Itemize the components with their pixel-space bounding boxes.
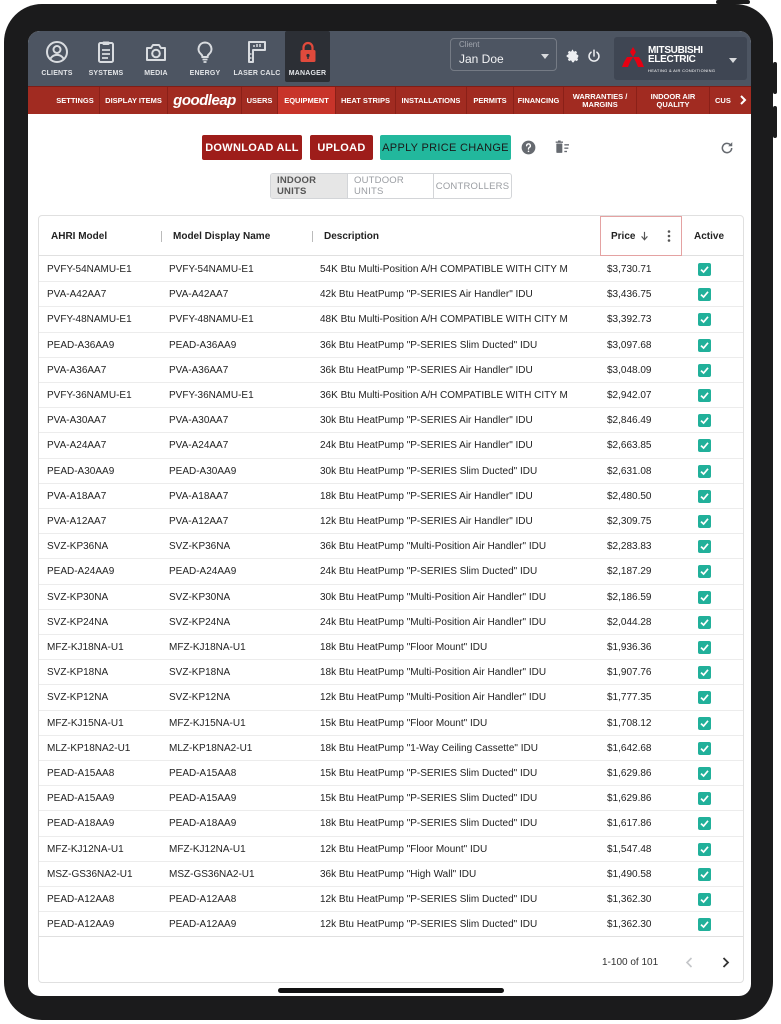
cell-model-display-name: SVZ-KP18NA — [169, 667, 231, 679]
cell-description: 18k Btu HeatPump "P-SERIES Slim Ducted" IDU — [320, 818, 538, 830]
tab-heat-strips[interactable]: HEAT STRIPS — [336, 87, 396, 114]
cell-price: $2,631.08 — [607, 465, 652, 477]
cell-price: $1,547.48 — [607, 843, 652, 855]
nav-clients[interactable] — [34, 31, 80, 82]
cell-ahri-model: MLZ-KP18NA2-U1 — [47, 742, 131, 754]
table-row[interactable] — [39, 585, 744, 610]
table-row[interactable] — [39, 307, 744, 332]
cell-model-display-name: SVZ-KP12NA — [169, 692, 231, 704]
table-row[interactable] — [39, 484, 744, 509]
table-row[interactable] — [39, 837, 744, 862]
active-checkbox[interactable] — [698, 918, 711, 931]
check-icon — [700, 643, 709, 652]
brand-subtitle: HEATING & AIR CONDITIONING — [648, 68, 716, 73]
cell-ahri-model: PVA-A18AA7 — [47, 490, 107, 502]
cell-ahri-model: PEAD-A12AA8 — [47, 894, 115, 905]
table-row[interactable] — [39, 736, 744, 761]
cell-description: 15k Btu HeatPump "P-SERIES Slim Ducted" IDU — [320, 793, 538, 805]
apply-price-change-button[interactable]: APPLY PRICE CHANGE — [380, 135, 511, 160]
table-row[interactable] — [39, 786, 744, 811]
cell-model-display-name: SVZ-KP30NA — [169, 591, 231, 603]
check-icon — [700, 719, 709, 728]
cell-description: 12k Btu HeatPump "P-SERIES Slim Ducted" IDU — [320, 894, 538, 905]
side-button-volume-down — [773, 106, 777, 138]
cell-price: $2,663.85 — [607, 440, 652, 452]
table-header — [39, 216, 744, 256]
active-checkbox[interactable] — [698, 465, 711, 478]
cell-ahri-model: PVA-A30AA7 — [47, 415, 107, 427]
cell-model-display-name: MFZ-KJ15NA-U1 — [169, 717, 246, 729]
table-row[interactable] — [39, 610, 744, 635]
check-icon — [700, 290, 709, 299]
cell-ahri-model: PVFY-36NAMU-E1 — [47, 390, 132, 401]
cell-description: 54K Btu Multi-Position A/H COMPATIBLE WITH CITY M — [320, 264, 568, 275]
tab-equipment[interactable]: EQUIPMENT — [278, 87, 336, 114]
active-checkbox[interactable] — [698, 666, 711, 679]
upload-button[interactable]: UPLOAD — [310, 135, 373, 160]
cell-description: 24k Btu HeatPump "Multi-Position Air Handler" IDU — [320, 616, 547, 628]
check-icon — [700, 492, 709, 501]
column-header-description[interactable]: Description — [324, 230, 380, 242]
refresh-icon[interactable] — [720, 141, 734, 155]
active-checkbox[interactable] — [698, 691, 711, 704]
cell-price: $1,642.68 — [607, 742, 652, 754]
cell-price: $2,480.50 — [607, 490, 652, 502]
nav-manager[interactable] — [285, 31, 330, 82]
cell-model-display-name: PEAD-A15AA9 — [169, 793, 237, 805]
check-icon — [700, 744, 709, 753]
arrow-down-icon[interactable] — [640, 231, 649, 241]
nav-laser-calc-label: LASER CALC — [233, 70, 281, 77]
check-icon — [700, 693, 709, 702]
home-indicator — [278, 988, 504, 993]
pagination-range: 1-100 of 101 — [602, 957, 659, 968]
table-row[interactable] — [39, 534, 744, 559]
mitsubishi-diamonds-icon — [622, 47, 644, 67]
client-select-value: Jan Doe — [459, 52, 504, 66]
cell-price: $3,392.73 — [607, 314, 652, 326]
cell-model-display-name: SVZ-KP36NA — [169, 541, 231, 553]
cell-price: $1,777.35 — [607, 692, 652, 704]
delete-sweep-icon[interactable] — [555, 140, 571, 155]
active-checkbox[interactable] — [698, 591, 711, 604]
cell-description: 36k Btu HeatPump "P-SERIES Slim Ducted" IDU — [320, 339, 538, 351]
check-icon — [700, 895, 709, 904]
active-checkbox[interactable] — [698, 868, 711, 881]
cell-ahri-model: PVA-A36AA7 — [47, 364, 107, 376]
cell-price: $1,617.86 — [607, 818, 652, 830]
active-checkbox[interactable] — [698, 843, 711, 856]
gear-icon[interactable] — [566, 49, 580, 63]
tab-goodleap[interactable] — [168, 87, 242, 114]
chevron-down-icon — [729, 58, 737, 63]
active-checkbox[interactable] — [698, 792, 711, 805]
nav-media-label: MEDIA — [144, 70, 168, 77]
cell-price: $3,048.09 — [607, 364, 652, 376]
cell-description: 15k Btu HeatPump "Floor Mount" IDU — [320, 717, 488, 729]
active-checkbox[interactable] — [698, 263, 711, 276]
active-checkbox[interactable] — [698, 313, 711, 326]
column-separator — [161, 231, 162, 242]
check-icon — [700, 341, 709, 350]
cell-model-display-name: PVFY-48NAMU-E1 — [169, 314, 254, 326]
table-row[interactable] — [39, 408, 744, 433]
tab-financing[interactable]: FINANCING — [514, 87, 564, 114]
lock-icon — [296, 39, 320, 65]
check-icon — [700, 593, 709, 602]
client-select[interactable] — [450, 38, 557, 71]
active-checkbox[interactable] — [698, 389, 711, 402]
cell-price: $2,186.59 — [607, 591, 652, 603]
tab-display-items[interactable]: DISPLAY ITEMS — [100, 87, 168, 114]
chevron-left-icon[interactable] — [685, 957, 694, 968]
check-icon — [700, 794, 709, 803]
cell-model-display-name: PVA-A12AA7 — [169, 516, 229, 527]
active-checkbox[interactable] — [698, 767, 711, 780]
column-header-price[interactable]: Price — [611, 216, 649, 256]
cell-price: $1,936.36 — [607, 642, 652, 653]
side-button-top — [716, 0, 750, 4]
table-row[interactable] — [39, 635, 744, 660]
tab-indoor-air-quality[interactable]: INDOOR AIR QUALITY — [637, 87, 710, 114]
cell-model-display-name: PEAD-A18AA9 — [169, 818, 237, 830]
cell-ahri-model: SVZ-KP18NA — [47, 667, 109, 679]
tab-warranties-margins[interactable]: WARRANTIES / MARGINS — [564, 87, 637, 114]
app-screen — [28, 31, 751, 996]
cell-description: 36K Btu Multi-Position A/H COMPATIBLE WITH CITY M — [320, 390, 568, 401]
cell-description: 30k Btu HeatPump "P-SERIES Air Handler" IDU — [320, 415, 533, 427]
cell-ahri-model: SVZ-KP30NA — [47, 591, 109, 603]
nav-manager-label: MANAGER — [288, 70, 327, 77]
cell-model-display-name: MFZ-KJ18NA-U1 — [169, 642, 246, 653]
segment-outdoor-units[interactable]: OUTDOOR UNITS — [348, 174, 434, 198]
clipboard-icon — [94, 39, 118, 65]
cell-description: 12k Btu HeatPump "P-SERIES Slim Ducted" IDU — [320, 919, 538, 931]
active-checkbox[interactable] — [698, 288, 711, 301]
check-icon — [700, 668, 709, 677]
table-row[interactable] — [39, 761, 744, 786]
active-checkbox[interactable] — [698, 364, 711, 377]
chevron-down-icon — [541, 54, 549, 59]
cell-model-display-name: PVA-A24AA7 — [169, 440, 229, 452]
cell-price: $3,730.71 — [607, 264, 652, 275]
cell-model-display-name: PVA-A42AA7 — [169, 289, 229, 301]
cell-ahri-model: MSZ-GS36NA2-U1 — [47, 868, 133, 880]
tab-settings[interactable]: SETTINGS — [51, 87, 100, 114]
cell-price: $1,490.58 — [607, 868, 652, 880]
check-icon — [700, 567, 709, 576]
cell-description: 48K Btu Multi-Position A/H COMPATIBLE WITH CITY M — [320, 314, 568, 326]
check-icon — [700, 416, 709, 425]
column-menu-icon[interactable] — [667, 230, 671, 242]
table-row[interactable] — [39, 887, 744, 912]
active-checkbox[interactable] — [698, 616, 711, 629]
unit-type-toggle — [270, 173, 512, 199]
column-header-model-display-name[interactable]: Model Display Name — [173, 230, 271, 242]
cell-model-display-name: MFZ-KJ12NA-U1 — [169, 843, 246, 855]
help-icon[interactable] — [521, 140, 536, 155]
active-checkbox[interactable] — [698, 540, 711, 553]
client-select-label: Client — [459, 40, 480, 49]
cell-price: $1,362.30 — [607, 894, 652, 905]
check-icon — [700, 618, 709, 627]
chevron-right-icon[interactable] — [721, 957, 730, 968]
table-body — [39, 257, 744, 935]
cell-description: 36k Btu HeatPump "P-SERIES Air Handler" IDU — [320, 364, 533, 376]
column-header-active[interactable]: Active — [694, 230, 725, 242]
table-footer — [39, 936, 744, 983]
nav-systems[interactable] — [84, 31, 128, 82]
laser-ruler-icon — [245, 39, 269, 65]
check-icon — [700, 467, 709, 476]
cell-ahri-model: PVA-A24AA7 — [47, 440, 107, 452]
cell-description: 42k Btu HeatPump "P-SERIES Air Handler" IDU — [320, 289, 533, 301]
active-checkbox[interactable] — [698, 565, 711, 578]
cell-price: $2,942.07 — [607, 390, 652, 401]
brand-name: MITSUBISHI ELECTRIC — [648, 45, 703, 65]
cell-price: $1,907.76 — [607, 667, 652, 679]
active-checkbox[interactable] — [698, 515, 711, 528]
cell-price: $1,629.86 — [607, 768, 652, 779]
side-button-volume-up — [773, 62, 777, 94]
cell-ahri-model: PEAD-A30AA9 — [47, 465, 115, 477]
equipment-table — [38, 215, 744, 983]
brand-selector[interactable] — [614, 37, 747, 80]
table-row[interactable] — [39, 433, 744, 458]
table-row[interactable] — [39, 711, 744, 736]
cell-ahri-model: PVA-A12AA7 — [47, 516, 107, 527]
cell-description: 12k Btu HeatPump "P-SERIES Air Handler" IDU — [320, 516, 533, 527]
cell-ahri-model: PEAD-A24AA9 — [47, 566, 115, 578]
top-navigation — [28, 31, 751, 86]
table-row[interactable] — [39, 685, 744, 710]
cell-description: 30k Btu HeatPump "P-SERIES Slim Ducted" IDU — [320, 465, 538, 477]
cell-ahri-model: MFZ-KJ18NA-U1 — [47, 642, 124, 653]
table-row[interactable] — [39, 912, 744, 935]
check-icon — [700, 769, 709, 778]
cell-ahri-model: PVFY-48NAMU-E1 — [47, 314, 132, 326]
check-icon — [700, 920, 709, 929]
table-row[interactable] — [39, 660, 744, 685]
check-icon — [700, 315, 709, 324]
cell-ahri-model: SVZ-KP12NA — [47, 692, 109, 704]
table-row[interactable] — [39, 333, 744, 358]
nav-energy-label: ENERGY — [189, 70, 221, 77]
segment-indoor-units[interactable]: INDOOR UNITS — [271, 174, 348, 198]
active-checkbox[interactable] — [698, 339, 711, 352]
cell-ahri-model: MFZ-KJ12NA-U1 — [47, 843, 124, 855]
cell-description: 18k Btu HeatPump "Multi-Position Air Handler" IDU — [320, 667, 547, 679]
active-checkbox[interactable] — [698, 641, 711, 654]
table-row[interactable] — [39, 358, 744, 383]
cell-ahri-model: SVZ-KP36NA — [47, 541, 109, 553]
cell-ahri-model: PVFY-54NAMU-E1 — [47, 264, 132, 275]
cell-price: $2,283.83 — [607, 541, 652, 553]
tab-installations[interactable]: INSTALLATIONS — [396, 87, 467, 114]
cell-model-display-name: PVA-A18AA7 — [169, 490, 229, 502]
table-row[interactable] — [39, 559, 744, 584]
active-checkbox[interactable] — [698, 893, 711, 906]
active-checkbox[interactable] — [698, 439, 711, 452]
cell-description: 36k Btu HeatPump "Multi-Position Air Handler" IDU — [320, 541, 547, 553]
table-row[interactable] — [39, 257, 744, 282]
cell-price: $1,629.86 — [607, 793, 652, 805]
table-row[interactable] — [39, 383, 744, 408]
download-all-button[interactable]: DOWNLOAD ALL — [202, 135, 302, 160]
nav-clients-label: CLIENTS — [41, 70, 73, 77]
cell-model-display-name: PVA-A36AA7 — [169, 364, 229, 376]
table-row[interactable] — [39, 459, 744, 484]
cell-price: $1,362.30 — [607, 919, 652, 931]
cell-model-display-name: PEAD-A30AA9 — [169, 465, 237, 477]
active-checkbox[interactable] — [698, 717, 711, 730]
cell-model-display-name: PVFY-54NAMU-E1 — [169, 264, 254, 275]
cell-model-display-name: PVA-A30AA7 — [169, 415, 229, 427]
cell-model-display-name: PEAD-A12AA9 — [169, 919, 237, 931]
cell-description: 18k Btu HeatPump "P-SERIES Air Handler" IDU — [320, 490, 533, 502]
cell-model-display-name: PVFY-36NAMU-E1 — [169, 390, 254, 401]
lightbulb-icon — [193, 39, 217, 65]
cell-price: $2,044.28 — [607, 616, 652, 628]
cell-description: 24k Btu HeatPump "P-SERIES Slim Ducted" IDU — [320, 566, 538, 578]
nav-energy[interactable] — [183, 31, 227, 82]
nav-laser-calc[interactable] — [232, 31, 282, 82]
cell-model-display-name: MSZ-GS36NA2-U1 — [169, 868, 255, 880]
cell-description: 12k Btu HeatPump "Multi-Position Air Handler" IDU — [320, 692, 547, 704]
cell-description: 18k Btu HeatPump "1-Way Ceiling Cassette" IDU — [320, 742, 538, 754]
cell-description: 30k Btu HeatPump "Multi-Position Air Handler" IDU — [320, 591, 547, 603]
cell-price: $1,708.12 — [607, 717, 652, 729]
cell-model-display-name: PEAD-A15AA8 — [169, 768, 237, 779]
user-circle-icon — [45, 39, 69, 65]
cell-ahri-model: SVZ-KP24NA — [47, 616, 109, 628]
power-icon[interactable] — [587, 49, 601, 63]
cell-description: 24k Btu HeatPump "P-SERIES Air Handler" IDU — [320, 440, 533, 452]
cell-model-display-name: PEAD-A36AA9 — [169, 339, 237, 351]
tab-permits[interactable]: PERMITS — [467, 87, 514, 114]
chevron-right-icon[interactable] — [738, 94, 748, 106]
tab-users[interactable]: USERS — [242, 87, 278, 114]
cell-description: 15k Btu HeatPump "P-SERIES Slim Ducted" IDU — [320, 768, 538, 779]
column-separator — [312, 231, 313, 242]
active-checkbox[interactable] — [698, 817, 711, 830]
check-icon — [700, 366, 709, 375]
cell-price: $2,846.49 — [607, 415, 652, 427]
cell-model-display-name: PEAD-A24AA9 — [169, 566, 237, 578]
check-icon — [700, 265, 709, 274]
check-icon — [700, 391, 709, 400]
cell-ahri-model: PEAD-A18AA9 — [47, 818, 115, 830]
column-header-ahri-model[interactable]: AHRI Model — [51, 230, 108, 242]
check-icon — [700, 870, 709, 879]
cell-ahri-model: PEAD-A15AA9 — [47, 793, 115, 805]
check-icon — [700, 542, 709, 551]
cell-price: $2,187.29 — [607, 566, 652, 578]
check-icon — [700, 845, 709, 854]
cell-price: $2,309.75 — [607, 516, 652, 527]
table-row[interactable] — [39, 862, 744, 887]
active-checkbox[interactable] — [698, 490, 711, 503]
table-row[interactable] — [39, 509, 744, 534]
cell-description: 36k Btu HeatPump "High Wall" IDU — [320, 868, 477, 880]
cell-price: $3,097.68 — [607, 339, 652, 351]
table-row[interactable] — [39, 811, 744, 836]
cell-model-display-name: SVZ-KP24NA — [169, 616, 231, 628]
tab-customer[interactable]: CUS — [715, 95, 731, 105]
cell-ahri-model: PEAD-A15AA8 — [47, 768, 115, 779]
check-icon — [700, 441, 709, 450]
active-checkbox[interactable] — [698, 742, 711, 755]
nav-media[interactable] — [134, 31, 178, 82]
goodleap-logo: goodleap — [173, 91, 236, 109]
active-checkbox[interactable] — [698, 414, 711, 427]
cell-ahri-model: MFZ-KJ15NA-U1 — [47, 717, 124, 729]
cell-description: 18k Btu HeatPump "Floor Mount" IDU — [320, 642, 488, 653]
cell-ahri-model: PEAD-A12AA9 — [47, 919, 115, 931]
camera-icon — [144, 39, 168, 65]
check-icon — [700, 517, 709, 526]
cell-ahri-model: PEAD-A36AA9 — [47, 339, 115, 351]
manager-tabs — [28, 86, 751, 114]
table-row[interactable] — [39, 282, 744, 307]
cell-ahri-model: PVA-A42AA7 — [47, 289, 107, 301]
check-icon — [700, 819, 709, 828]
nav-systems-label: SYSTEMS — [88, 70, 124, 77]
cell-description: 12k Btu HeatPump "Floor Mount" IDU — [320, 843, 488, 855]
cell-price: $3,436.75 — [607, 289, 652, 301]
cell-model-display-name: MLZ-KP18NA2-U1 — [169, 742, 253, 754]
cell-model-display-name: PEAD-A12AA8 — [169, 894, 237, 905]
segment-controllers[interactable]: CONTROLLERS — [435, 180, 510, 192]
